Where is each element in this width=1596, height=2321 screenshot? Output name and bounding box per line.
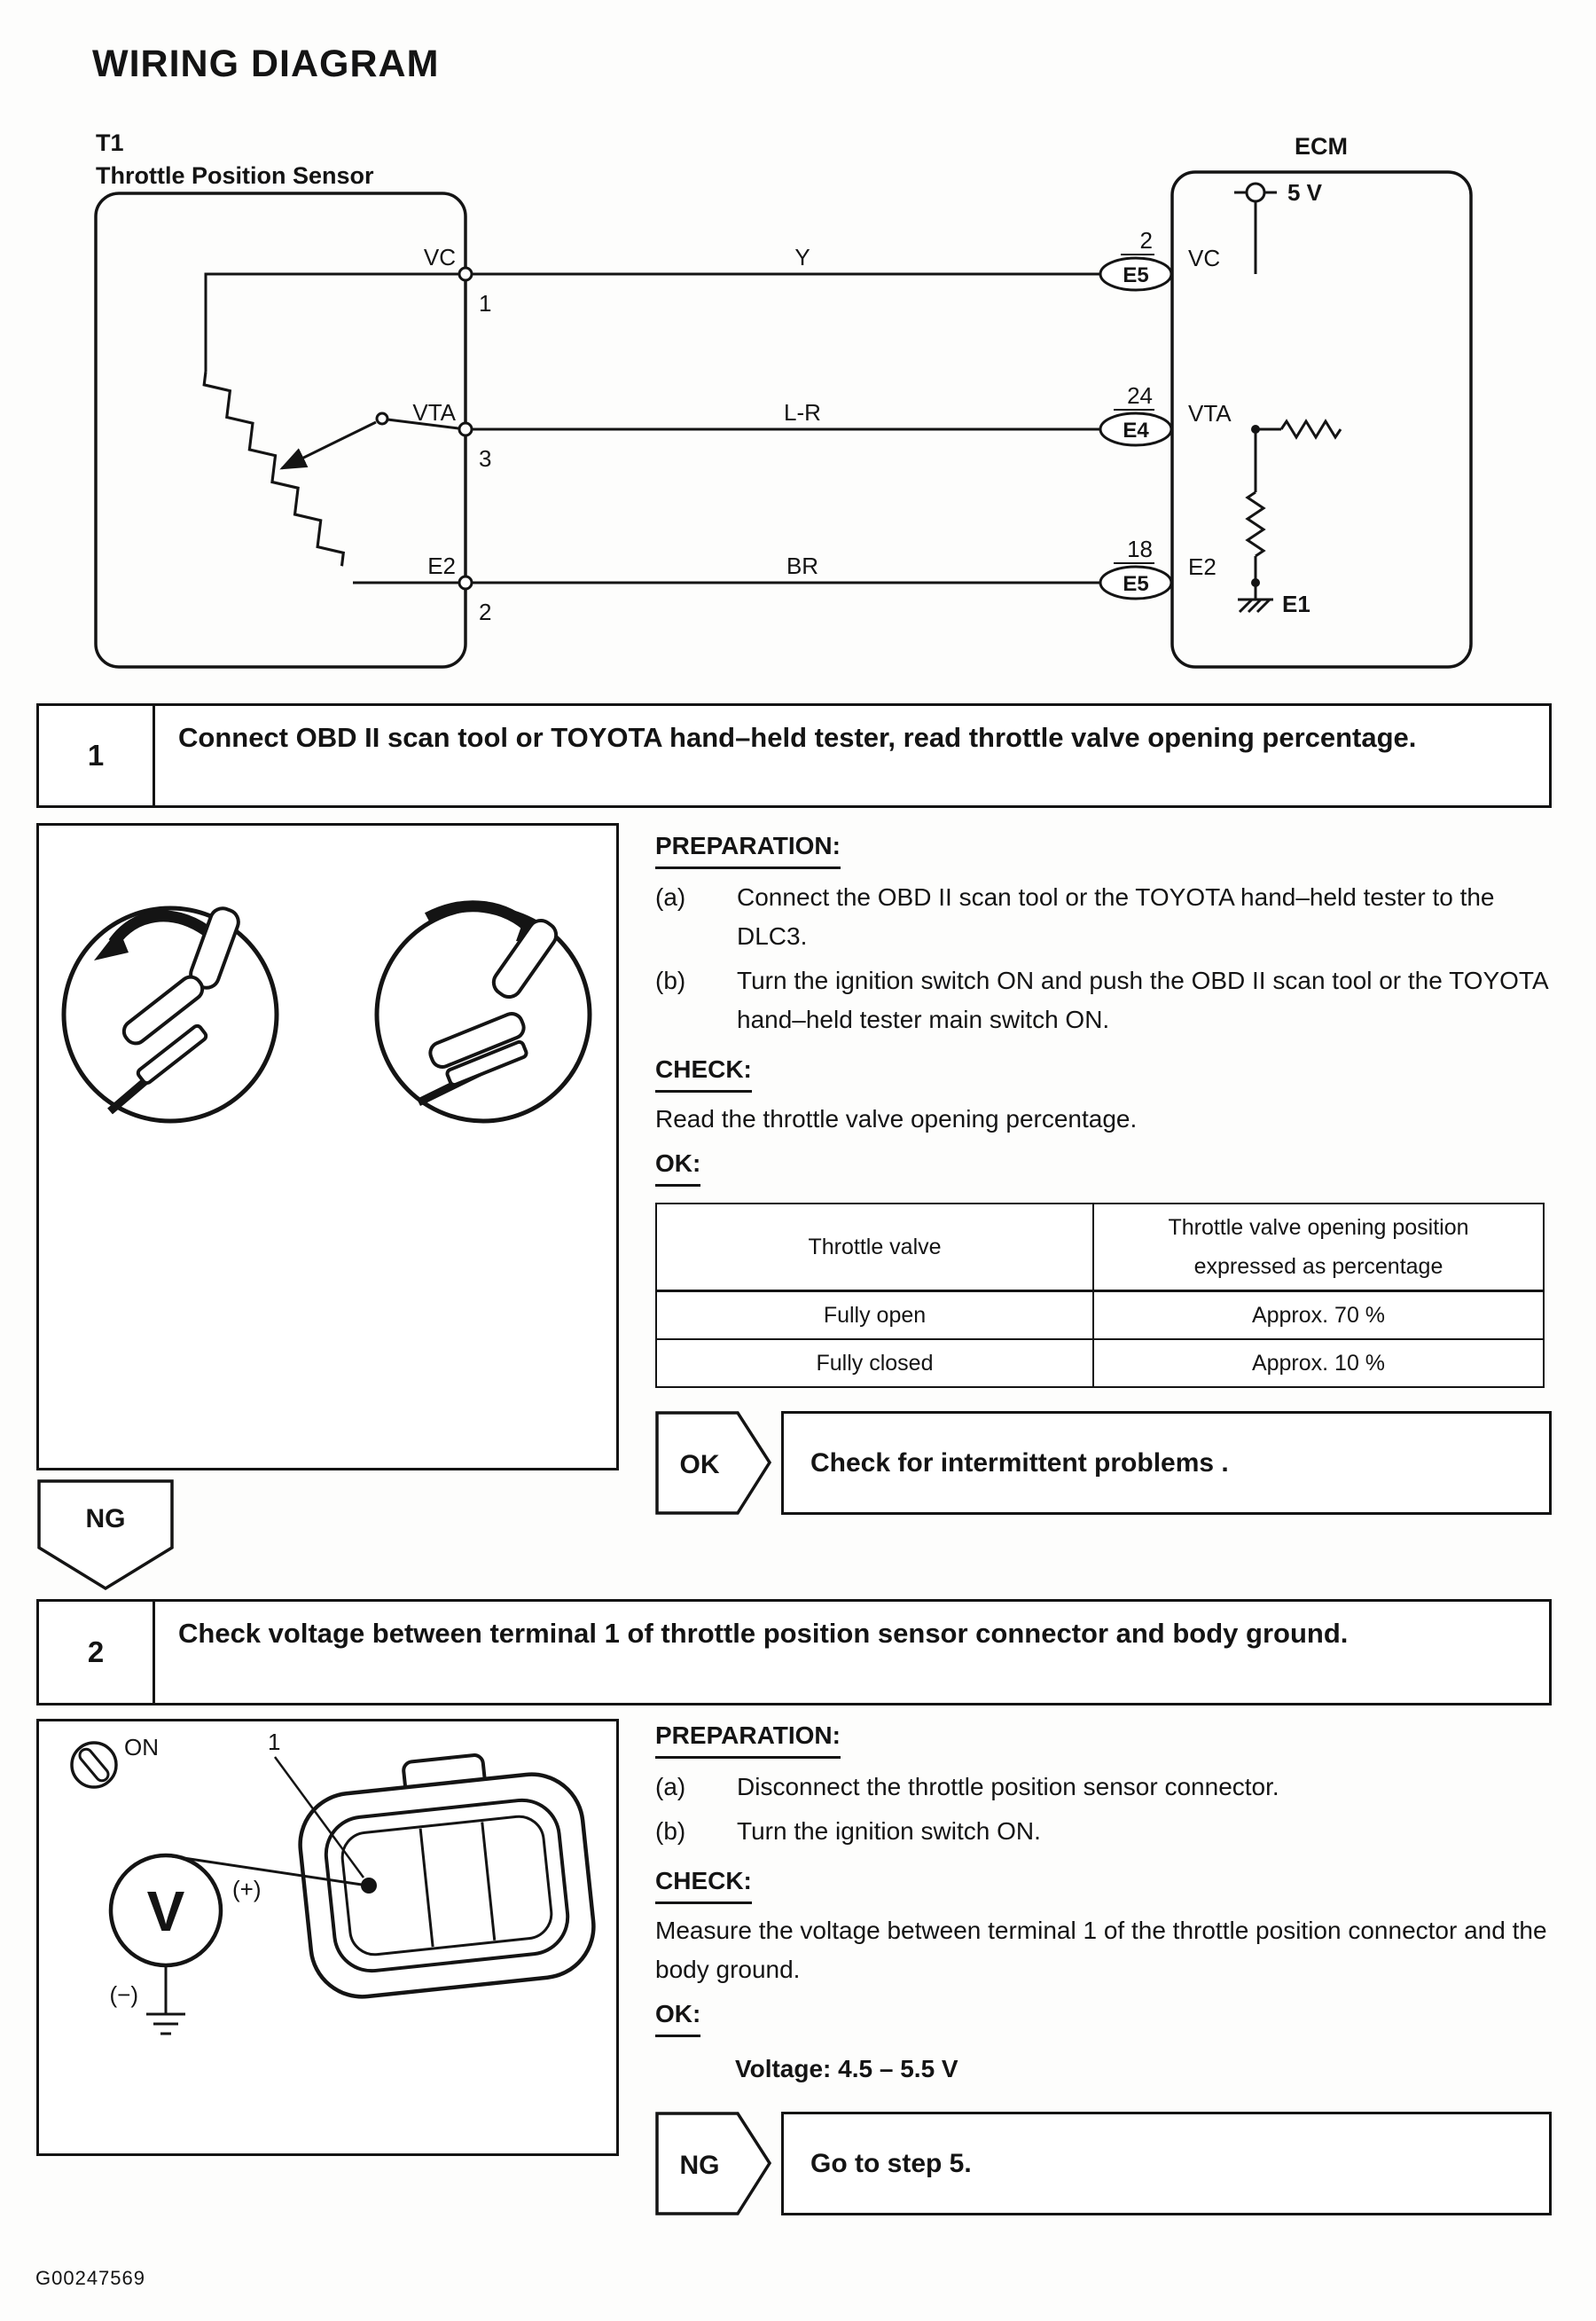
plus-label: (+) <box>232 1876 262 1902</box>
col-header-opening-position <box>1093 1204 1544 1291</box>
ng-action-box: Go to step 5. <box>781 2112 1552 2215</box>
ok-action-box: Check for intermittent problems . <box>781 1411 1552 1515</box>
step2-ng-result <box>655 2112 1552 2215</box>
on-label: ON <box>124 1734 159 1760</box>
conn-e5-top: E5 <box>1123 263 1149 287</box>
item-label: (b) <box>655 967 686 994</box>
junction-dot-e2 <box>1251 578 1260 587</box>
ok-pointer-label: OK <box>679 1450 720 1479</box>
conn-e5-bottom: E5 <box>1123 572 1149 596</box>
ecm-terminal-label-e2: E2 <box>1188 553 1217 580</box>
ng-flag <box>36 1478 175 1592</box>
step2-number: 2 <box>39 1602 155 1703</box>
page-title: WIRING DIAGRAM <box>92 43 440 85</box>
sensor-terminal-label-e2: E2 <box>427 553 456 579</box>
step1-item-b <box>655 961 1552 1039</box>
table-row <box>656 1291 1544 1340</box>
step1-check-text: Read the throttle valve opening percentage. <box>655 1105 1138 1133</box>
col-header-throttle-valve: Throttle valve <box>656 1204 1093 1291</box>
step2-item-a <box>655 1768 1552 1807</box>
step2-ok-heading: OK: <box>655 1995 700 2037</box>
ecm-terminal-label-vc: VC <box>1188 245 1221 271</box>
step2-procedure <box>655 1711 1552 2215</box>
wiper-arrow <box>282 422 376 468</box>
item-text: Disconnect the throttle position sensor connector. <box>737 1773 1279 1800</box>
pedal-figure <box>39 826 616 1468</box>
ok-pointer <box>655 1411 772 1515</box>
sensor-box <box>96 193 466 667</box>
potentiometer <box>199 274 466 583</box>
col-header-line1: Throttle valve opening position <box>1168 1215 1469 1240</box>
sensor-pin-2: 2 <box>479 599 492 625</box>
step1-ok-heading: OK: <box>655 1144 700 1187</box>
wiring-diagram <box>0 115 1596 701</box>
cell-value: Approx. 70 % <box>1093 1291 1544 1340</box>
conn-pin-underlines <box>1114 255 1154 563</box>
step2-title: Check voltage between terminal 1 of throttle position sensor connector and body ground. <box>178 1618 1349 1649</box>
junction-dot-vta <box>1251 425 1260 434</box>
item-text: Turn the ignition switch ON. <box>737 1817 1041 1845</box>
step2-preparation-heading: PREPARATION: <box>655 1716 841 1759</box>
terminal-1-label: 1 <box>268 1729 281 1755</box>
voltmeter-letter: V <box>146 1879 185 1943</box>
sensor-pin-3: 3 <box>479 445 492 472</box>
ecm-label: ECM <box>1295 133 1348 160</box>
conn-pin-2: 2 <box>1139 227 1153 254</box>
sensor-name-label: Throttle Position Sensor <box>96 162 374 189</box>
step1-number: 1 <box>39 706 155 805</box>
step1-header <box>36 703 1552 808</box>
ground-label: E1 <box>1282 591 1310 617</box>
cell-valve: Fully open <box>656 1291 1093 1340</box>
cell-value: Approx. 10 % <box>1093 1339 1544 1387</box>
item-label: (b) <box>655 1817 686 1845</box>
minus-label: (−) <box>109 1981 138 2008</box>
body-ground-symbol <box>146 2014 185 2034</box>
supply-symbol <box>1247 184 1264 201</box>
wire-label-y: Y <box>794 244 810 271</box>
step1-ok-result <box>655 1411 1552 1515</box>
ecm-internals <box>1234 184 1341 612</box>
wires <box>466 274 1172 583</box>
conn-e4: E4 <box>1123 419 1149 443</box>
step2-check-heading: CHECK: <box>655 1862 752 1904</box>
step2-item-b <box>655 1812 1552 1851</box>
item-text: Connect the OBD II scan tool or the TOYOTA hand–held tester to the DLC3. <box>737 883 1495 950</box>
ecm-terminal-label-vta: VTA <box>1188 400 1232 427</box>
sensor-id-label: T1 <box>96 129 124 156</box>
pedal-pressed-figure <box>377 906 590 1121</box>
sensor-terminal-label-vta: VTA <box>412 399 456 426</box>
step2-check-text: Measure the voltage between terminal 1 of the throttle position connector and the body ground. <box>655 1917 1547 1983</box>
wire-label-br: BR <box>786 553 819 579</box>
item-label: (a) <box>655 1773 686 1800</box>
ng-pointer-label: NG <box>679 2151 720 2180</box>
throttle-valve-table <box>655 1203 1545 1388</box>
step1-procedure <box>655 821 1552 1515</box>
wire-label-lr: L-R <box>784 399 821 426</box>
conn-pin-18: 18 <box>1127 536 1153 562</box>
pedal-released-figure <box>64 905 277 1121</box>
sensor-pin-1: 1 <box>479 290 492 317</box>
step1-title: Connect OBD II scan tool or TOYOTA hand–held tester, read throttle valve opening percentage. <box>178 722 1417 753</box>
step2-figure-box <box>36 1719 619 2156</box>
item-text: Turn the ignition switch ON and push the OBD II scan tool or the TOYOTA hand–held tester main switch ON. <box>737 967 1548 1033</box>
step1-item-a <box>655 878 1552 956</box>
supply-label: 5 V <box>1287 179 1323 206</box>
ignition-on-icon <box>72 1743 116 1787</box>
figure-code: G00247569 <box>35 2267 145 2289</box>
resistor-horizontal <box>1281 421 1341 437</box>
cell-valve: Fully closed <box>656 1339 1093 1387</box>
sensor-terminal-label-vc: VC <box>423 244 456 271</box>
tps-connector <box>293 1745 598 2002</box>
step1-figure-box <box>36 823 619 1470</box>
resistor-vertical <box>1248 492 1264 556</box>
step2-header <box>36 1599 1552 1705</box>
step1-preparation-heading: PREPARATION: <box>655 827 841 869</box>
conn-pin-24: 24 <box>1127 382 1153 409</box>
ng-pointer <box>655 2112 772 2215</box>
table-row <box>656 1339 1544 1387</box>
step1-check-heading: CHECK: <box>655 1050 752 1093</box>
col-header-line2: expressed as percentage <box>1193 1254 1443 1279</box>
table-header-row <box>656 1204 1544 1291</box>
voltmeter-figure <box>39 1721 616 2153</box>
ng-flag-label: NG <box>85 1504 126 1533</box>
item-label: (a) <box>655 883 686 911</box>
terminal-1-dot <box>361 1878 377 1894</box>
voltage-spec: Voltage: 4.5 – 5.5 V <box>735 2055 958 2082</box>
